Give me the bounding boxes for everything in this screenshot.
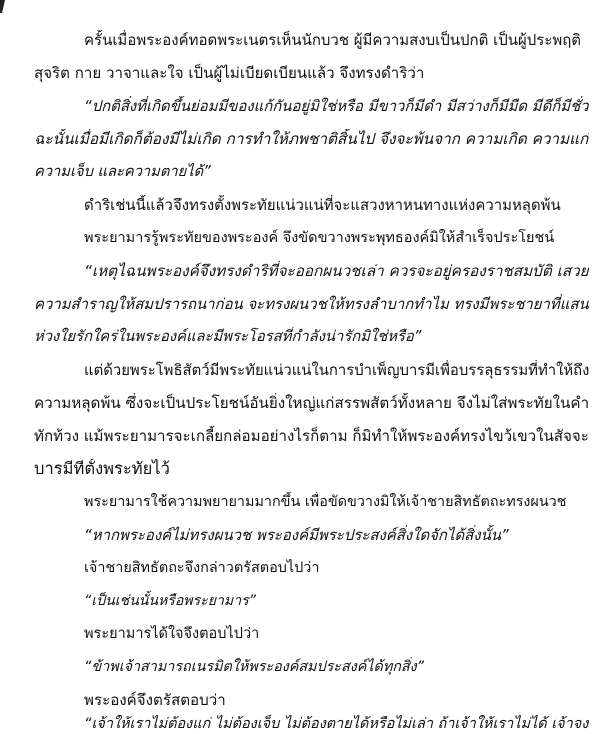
paragraph-4-line-3: ทักท้วง แม้พระยามารจะเกลี้ยกล่อมอย่างไรก็ตาม ก็มิทำให้พระองค์ทรงไขว้เขวในสัจจะ bbox=[34, 427, 589, 445]
paragraph-7-line-1: พระยามารได้ใจจึงตอบไปว่า bbox=[84, 626, 259, 642]
paragraph-6-line-1: เจ้าชายสิทธัตถะจึงกล่าวตรัสตอบไปว่า bbox=[84, 560, 320, 576]
paragraph-5-line-1: พระยามารใช้ความพยายามมากขึ้น เพื่อขัดขวางมิให้เจ้าชายสิทธัตถะทรงผนวช bbox=[84, 494, 566, 510]
paragraph-4-line-2: ความหลุดพ้น ซึ่งจะเป็นประโยชน์อันยิ่งใหญ่แก่สรรพสัตว์ทั้งหลาย จึงไม่ใส่พระทัยในคำ bbox=[34, 394, 589, 412]
quote-1-line-3: ความเจ็บ และความตายได้” bbox=[34, 163, 211, 180]
quote-5-line-1: “ข้าพเจ้าสามารถเนรมิตให้พระองค์สมประสงค์ได้ทุกสิ่ง” bbox=[84, 659, 424, 675]
quote-1-line-1: “ปกติสิ่งที่เกิดขึ้นย่อมมีของแก้กันอยู่มิใช่หรือ มีขาวก็มีดำ มีสว่างก็มีมืด มีดีก็มีชั่ว bbox=[84, 97, 589, 115]
quote-2-line-1: “เหตุไฉนพระองค์จึงทรงดำริที่จะออกผนวชเล่า ควรจะอยู่ครองราชสมบัติ เสวย bbox=[84, 262, 589, 280]
quote-2-line-3: ห่วงใยรักใคร่ในพระองค์และมีพระโอรสที่กำลังน่ารักมิใช่หรือ” bbox=[34, 328, 422, 345]
paragraph-3-line-1: พระยามารรู้พระทัยของพระองค์ จึงขัดขวางพระพุทธองค์มิให้สำเร็จประโยชน์ bbox=[84, 230, 554, 246]
paragraph-1-line-2: สุจริต กาย วาจาและใจ เป็นผู้ไม่เบียดเบียนแล้ว จึงทรงดำริว่า bbox=[34, 64, 424, 82]
quote-4-line-1: “เป็นเช่นนั้นหรือพระยามาร” bbox=[84, 593, 256, 609]
scan-edge-mark bbox=[0, 0, 6, 14]
paragraph-1-line-1: ครั้นเมื่อพระองค์ทอดพระเนตรเห็นนักบวช ผู้มีความสงบเป็นปกติ เป็นผู้ประพฤติ bbox=[84, 31, 581, 49]
quote-3-line-1: “หากพระองค์ไม่ทรงผนวช พระองค์มีพระประสงค์สิ่งใดจักได้สิ่งนั้น” bbox=[84, 526, 509, 544]
quote-2-line-2: ความสำราญให้สมปรารถนาก่อน จะทรงผนวชให้ทรงลำบากทำไม ทรงมีพระชายาที่แสน bbox=[34, 295, 589, 313]
paragraph-2-line-1: ดำริเช่นนี้แล้วจึงทรงตั้งพระทัยแน่วแน่ที่จะแสวงหาหนทางแห่งความหลุดพ้น bbox=[84, 196, 561, 214]
quote-6-line-1: “เจ้าให้เราไม่ต้องแก่ ไม่ต้องเจ็บ ไม่ต้องตายได้หรือไม่เล่า ถ้าเจ้าให้เราไม่ได้ เจ้าจง bbox=[84, 716, 589, 732]
paragraph-4-line-1: แต่ด้วยพระโพธิสัตว์มีพระทัยแน่วแน่ในการบำเพ็ญบารมีเพื่อบรรลุธรรมที่ทำให้ถึง bbox=[84, 361, 589, 379]
paragraph-8-line-1: พระองค์จึงตรัสตอบว่า bbox=[84, 691, 226, 709]
quote-1-line-2: ฉะนั้นเมื่อมีเกิดก็ต้องมีไม่เกิด การทำให้ภพชาติสิ้นไป จึงจะพ้นจาก ความเกิด ความแก่ bbox=[34, 130, 589, 148]
paragraph-4-line-4: บารมีที่ตั้งพระทัยไว้ bbox=[34, 459, 170, 478]
